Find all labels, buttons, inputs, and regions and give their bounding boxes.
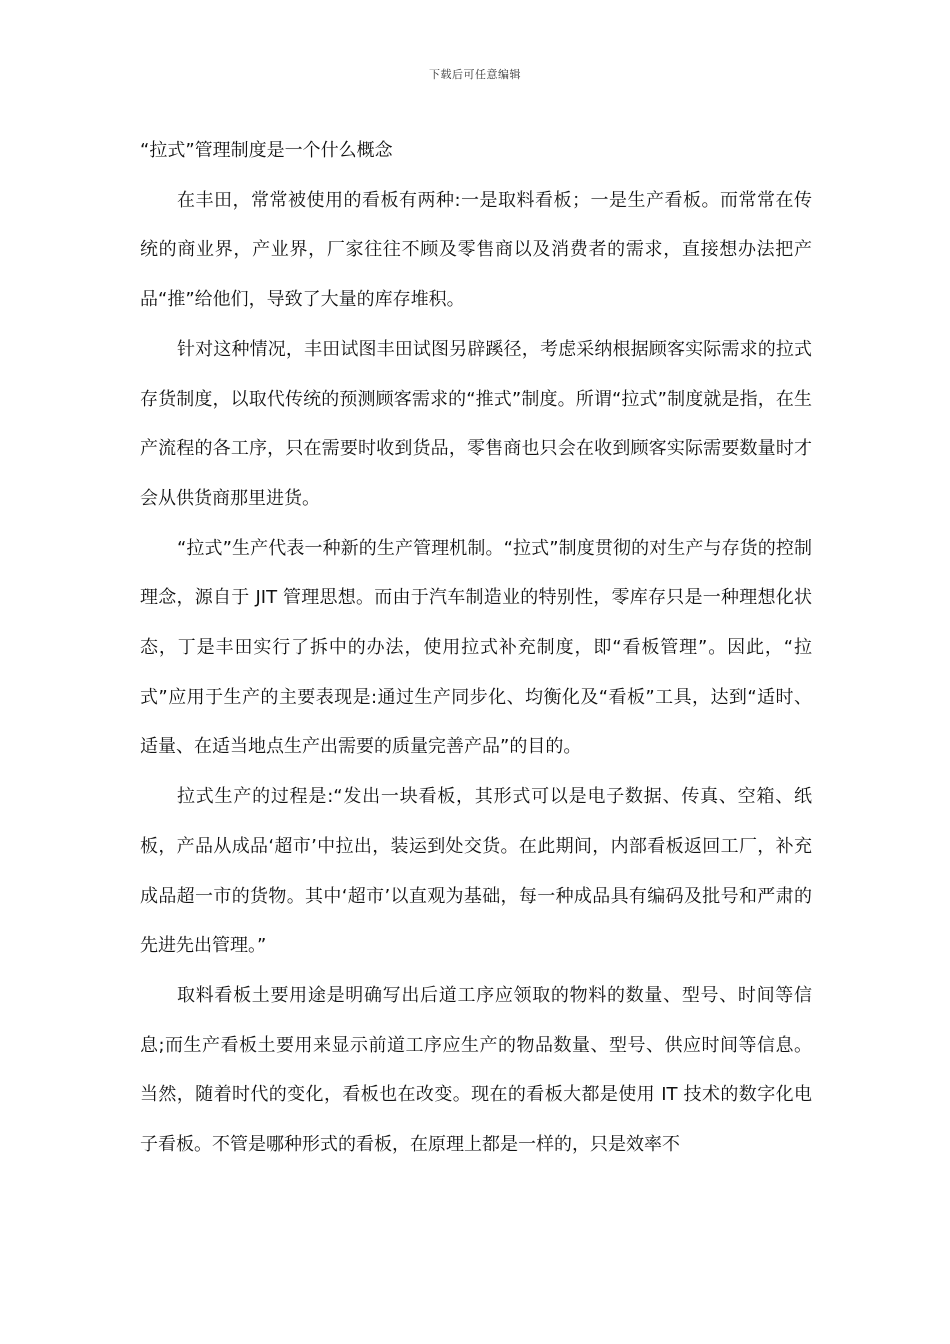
page-header: 下载后可任意编辑 (429, 68, 521, 81)
paragraph-3: “拉式”生产代表一种新的生产管理机制。“拉式”制度贯彻的对生产与存货的控制理念，源自于 JIT 管理思想。而由于汽车制造业的特别性，零库存只是一种理想化状态，丁是丰田实行了拆中的办法，使用拉式补充制度，即“看板管理”。因此，“拉式”应用于生产的主要表现是:通过生产同步化、均衡化及“看板”工具，达到“适时、适量、在适当地点生产出需要的质量完善产品”的目的。 (140, 537, 812, 758)
paragraph-1: 在丰田，常常被使用的看板有两种:一是取料看板；一是生产看板。而常常在传统的商业界，产业界，厂家往往不顾及零售商以及消费者的需求，直接想办法把产品“推”给他们，导致了大量的库存堆积。 (140, 189, 812, 311)
paragraph-4: 拉式生产的过程是:“发出一块看板，其形式可以是电子数据、传真、空箱、纸板，产品从成品‘超市’中拉出，装运到处交货。在此期间，内部看板返回工厂，补充成品超一市的货物。其中‘超市’以直观为基础，每一种成品具有编码及批号和严肃的先进先出管理。” (140, 786, 812, 957)
document-title: “拉式”管理制度是一个什么概念 (140, 140, 393, 161)
document-body (140, 126, 812, 1170)
paragraph-2: 针对这种情况，丰田试图丰田试图另辟蹊径，考虑采纳根据顾客实际需求的拉式存货制度，以取代传统的预测顾客需求的“推式”制度。所谓“拉式”制度就是指，在生产流程的各工序，只在需要时收到货品，零售商也只会在收到顾客实际需要数量时才会从供货商那里进货。 (140, 338, 812, 509)
paragraph-5: 取料看板土要用途是明确写出后道工序应领取的物料的数量、型号、时间等信息;而生产看板土要用来显示前道工序应生产的物品数量、型号、供应时间等信息。当然，随着时代的变化，看板也在改变。现在的看板大都是使用 IT 技术的数字化电子看板。不管是哪种形式的看板，在原理上都是一样的，只是效率不 (140, 984, 812, 1156)
